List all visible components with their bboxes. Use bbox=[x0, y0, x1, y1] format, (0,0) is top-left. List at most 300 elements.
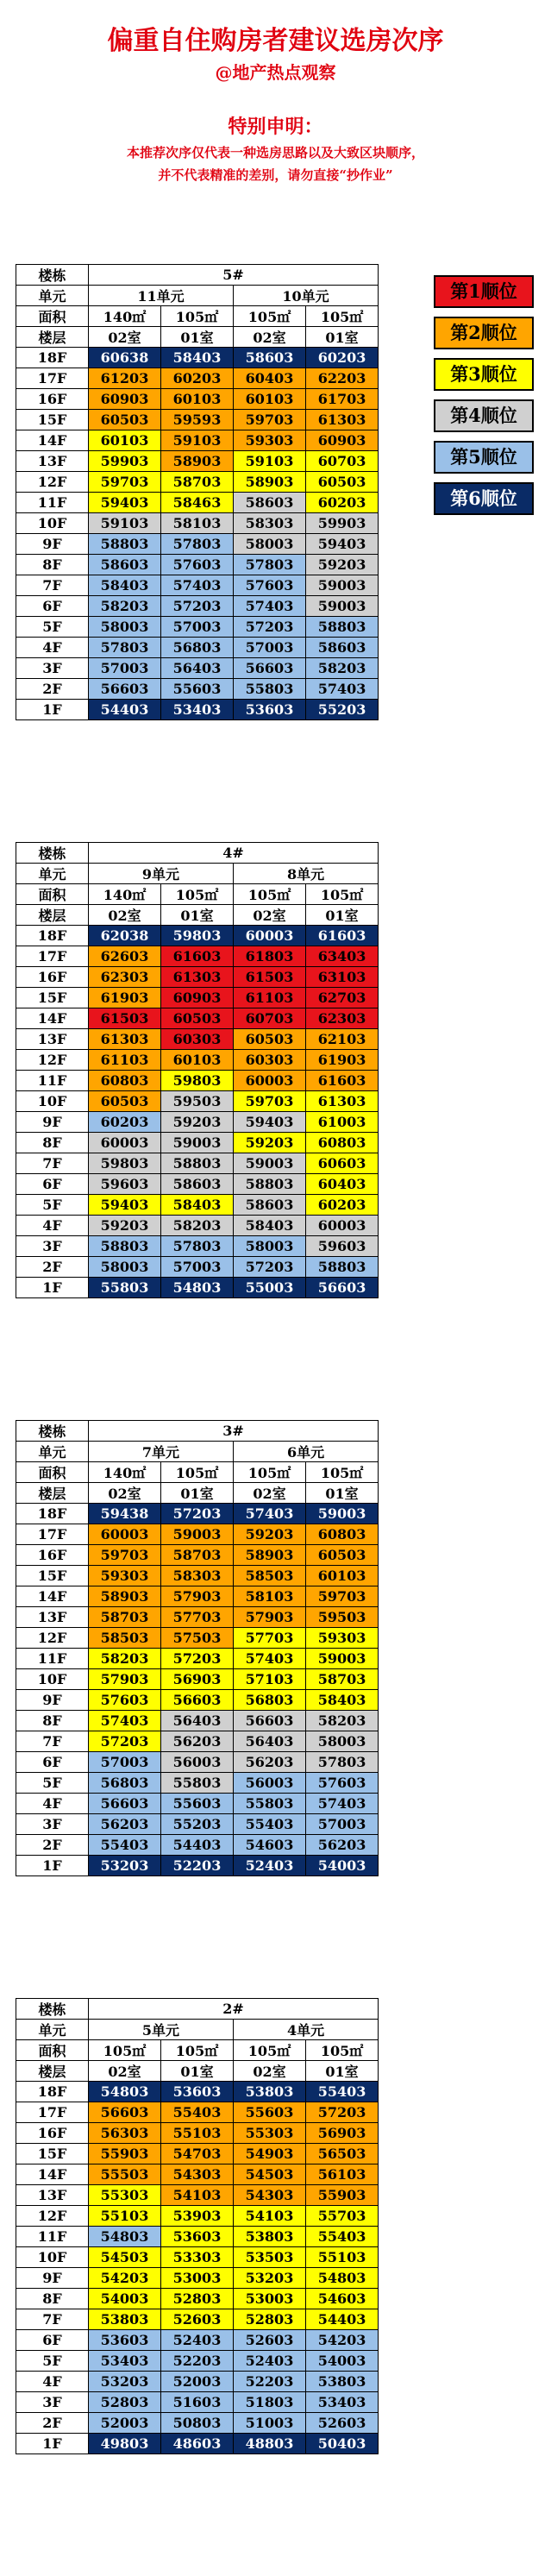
table-row bbox=[16, 2372, 379, 2392]
area-value: 105㎡ bbox=[306, 306, 379, 327]
price-cell: 61303 bbox=[306, 1091, 379, 1112]
price-cell: 57603 bbox=[89, 1690, 161, 1711]
price-cell: 58403 bbox=[89, 575, 161, 596]
table-row bbox=[16, 2123, 379, 2144]
price-cell: 52003 bbox=[89, 2413, 161, 2434]
price-cell: 57403 bbox=[306, 1794, 379, 1814]
price-cell: 54203 bbox=[306, 2330, 379, 2351]
price-cell: 56503 bbox=[306, 2144, 379, 2164]
price-cell: 60203 bbox=[306, 348, 379, 368]
price-cell: 60503 bbox=[306, 472, 379, 493]
price-cell: 59703 bbox=[89, 472, 161, 493]
building-label: 楼栋 bbox=[16, 265, 89, 286]
price-cell: 62303 bbox=[89, 967, 161, 988]
building-table-5 bbox=[16, 264, 379, 720]
price-cell: 59303 bbox=[89, 1566, 161, 1586]
legend-item-6: 第6顺位 bbox=[434, 482, 534, 515]
floor-number: 13F bbox=[16, 451, 89, 472]
price-cell: 54403 bbox=[306, 2309, 379, 2330]
price-cell: 59593 bbox=[161, 410, 234, 430]
floor-number: 5F bbox=[16, 617, 89, 638]
price-cell: 61603 bbox=[306, 1071, 379, 1091]
price-cell: 58603 bbox=[234, 1195, 306, 1216]
legend-item-5: 第5顺位 bbox=[434, 441, 534, 474]
price-cell: 57203 bbox=[234, 1257, 306, 1278]
price-cell: 56603 bbox=[89, 679, 161, 700]
price-cell: 59303 bbox=[234, 430, 306, 451]
price-cell: 52203 bbox=[234, 2372, 306, 2392]
price-cell: 58603 bbox=[306, 638, 379, 658]
price-cell: 58803 bbox=[306, 617, 379, 638]
price-cell: 60103 bbox=[161, 389, 234, 410]
price-cell: 54803 bbox=[306, 2268, 379, 2289]
price-cell: 60703 bbox=[306, 451, 379, 472]
floor-number: 14F bbox=[16, 1586, 89, 1607]
floor-number: 2F bbox=[16, 679, 89, 700]
area-value: 105㎡ bbox=[234, 306, 306, 327]
price-cell: 54603 bbox=[234, 1835, 306, 1856]
price-cell: 58703 bbox=[161, 472, 234, 493]
price-cell: 58003 bbox=[89, 1257, 161, 1278]
price-cell: 53803 bbox=[234, 2227, 306, 2247]
legend-item-4: 第4顺位 bbox=[434, 399, 534, 432]
price-cell: 56003 bbox=[234, 1773, 306, 1794]
price-cell: 56403 bbox=[161, 658, 234, 679]
price-cell: 57203 bbox=[161, 1504, 234, 1524]
price-cell: 59503 bbox=[161, 1091, 234, 1112]
floor-number: 11F bbox=[16, 2227, 89, 2247]
price-cell: 53603 bbox=[161, 2227, 234, 2247]
floor-number: 3F bbox=[16, 1814, 89, 1835]
price-cell: 59603 bbox=[89, 1174, 161, 1195]
price-cell: 59703 bbox=[234, 1091, 306, 1112]
price-cell: 58503 bbox=[89, 1628, 161, 1649]
price-cell: 60503 bbox=[89, 1091, 161, 1112]
floor-number: 10F bbox=[16, 1669, 89, 1690]
room-number: 02室 bbox=[234, 2061, 306, 2082]
table-row bbox=[16, 2144, 379, 2164]
table-row bbox=[16, 2185, 379, 2206]
price-cell: 53203 bbox=[89, 1856, 161, 1876]
table-row bbox=[16, 2082, 379, 2102]
price-cell: 61303 bbox=[306, 410, 379, 430]
floor-number: 6F bbox=[16, 2330, 89, 2351]
price-cell: 60903 bbox=[89, 389, 161, 410]
price-cell: 56903 bbox=[306, 2123, 379, 2144]
table-row bbox=[16, 472, 379, 493]
price-cell: 55803 bbox=[161, 1773, 234, 1794]
price-cell: 57003 bbox=[161, 1257, 234, 1278]
price-cell: 56403 bbox=[234, 1731, 306, 1752]
source-handle: @地产热点观察 bbox=[215, 62, 336, 83]
price-cell: 57203 bbox=[89, 1731, 161, 1752]
room-number: 02室 bbox=[89, 905, 161, 926]
price-cell: 58303 bbox=[161, 1566, 234, 1586]
price-cell: 55703 bbox=[306, 2206, 379, 2227]
price-cell: 57203 bbox=[234, 617, 306, 638]
floor-number: 9F bbox=[16, 2268, 89, 2289]
price-cell: 52003 bbox=[161, 2372, 234, 2392]
price-cell: 57103 bbox=[234, 1669, 306, 1690]
price-cell: 54403 bbox=[89, 700, 161, 720]
price-cell: 60503 bbox=[161, 1008, 234, 1029]
unit-label: 单元 bbox=[16, 864, 89, 884]
price-cell: 54003 bbox=[306, 1856, 379, 1876]
table-row bbox=[16, 2413, 379, 2434]
price-cell: 52803 bbox=[234, 2309, 306, 2330]
price-cell: 58903 bbox=[89, 1586, 161, 1607]
price-cell: 59003 bbox=[306, 575, 379, 596]
price-cell: 56903 bbox=[161, 1669, 234, 1690]
price-cell: 51603 bbox=[161, 2392, 234, 2413]
table-row bbox=[16, 2102, 379, 2123]
price-cell: 62103 bbox=[306, 1029, 379, 1050]
price-cell: 59403 bbox=[89, 493, 161, 513]
price-cell: 58903 bbox=[161, 451, 234, 472]
building-table-4 bbox=[16, 842, 379, 1298]
room-number: 01室 bbox=[161, 327, 234, 348]
price-cell: 57403 bbox=[234, 1504, 306, 1524]
table-row bbox=[16, 617, 379, 638]
price-cell: 61603 bbox=[306, 926, 379, 946]
room-number: 02室 bbox=[89, 2061, 161, 2082]
price-cell: 59703 bbox=[89, 1545, 161, 1566]
price-cell: 52203 bbox=[161, 1856, 234, 1876]
table-row bbox=[16, 1091, 379, 1112]
table-row bbox=[16, 2268, 379, 2289]
price-cell: 60803 bbox=[89, 1071, 161, 1091]
table-row bbox=[16, 926, 379, 946]
price-cell: 61803 bbox=[234, 946, 306, 967]
table-row bbox=[16, 1856, 379, 1876]
price-cell: 57403 bbox=[234, 1649, 306, 1669]
floor-number: 15F bbox=[16, 988, 89, 1008]
price-cell: 57603 bbox=[306, 1773, 379, 1794]
price-cell: 55403 bbox=[234, 1814, 306, 1835]
floor-number: 3F bbox=[16, 2392, 89, 2413]
table-row bbox=[16, 2164, 379, 2185]
table-row bbox=[16, 410, 379, 430]
price-cell: 57403 bbox=[234, 596, 306, 617]
table-row bbox=[16, 534, 379, 555]
area-value: 105㎡ bbox=[306, 1462, 379, 1483]
table-row bbox=[16, 1794, 379, 1814]
price-cell: 59103 bbox=[161, 430, 234, 451]
price-cell: 53603 bbox=[89, 2330, 161, 2351]
table-row bbox=[16, 2247, 379, 2268]
table-row bbox=[16, 1504, 379, 1524]
room-number: 01室 bbox=[161, 905, 234, 926]
floor-number: 6F bbox=[16, 1752, 89, 1773]
table-row bbox=[16, 1711, 379, 1731]
price-cell: 57003 bbox=[234, 638, 306, 658]
price-cell: 57703 bbox=[161, 1607, 234, 1628]
floor-number: 14F bbox=[16, 2164, 89, 2185]
price-cell: 62603 bbox=[89, 946, 161, 967]
table-row bbox=[16, 1814, 379, 1835]
table-row bbox=[16, 575, 379, 596]
price-cell: 54603 bbox=[306, 2289, 379, 2309]
table-row bbox=[16, 1669, 379, 1690]
price-cell: 58603 bbox=[234, 348, 306, 368]
price-cell: 56603 bbox=[234, 658, 306, 679]
price-cell: 56603 bbox=[234, 1711, 306, 1731]
price-cell: 58803 bbox=[234, 1174, 306, 1195]
price-cell: 59003 bbox=[234, 1153, 306, 1174]
table-row bbox=[16, 1257, 379, 1278]
price-cell: 55003 bbox=[234, 1278, 306, 1298]
floor-number: 15F bbox=[16, 2144, 89, 2164]
price-cell: 58203 bbox=[306, 1711, 379, 1731]
price-cell: 55903 bbox=[89, 2144, 161, 2164]
price-cell: 56003 bbox=[161, 1752, 234, 1773]
legend-item-3: 第3顺位 bbox=[434, 358, 534, 391]
price-cell: 58403 bbox=[306, 1690, 379, 1711]
area-value: 105㎡ bbox=[161, 2040, 234, 2061]
table-row bbox=[16, 988, 379, 1008]
price-cell: 58703 bbox=[161, 1545, 234, 1566]
table-row bbox=[16, 658, 379, 679]
price-cell: 59403 bbox=[306, 534, 379, 555]
price-cell: 56303 bbox=[89, 2123, 161, 2144]
price-cell: 60403 bbox=[234, 368, 306, 389]
price-cell: 61703 bbox=[306, 389, 379, 410]
room-number: 01室 bbox=[306, 1483, 379, 1504]
price-cell: 58803 bbox=[161, 1153, 234, 1174]
price-cell: 53503 bbox=[234, 2247, 306, 2268]
price-cell: 57503 bbox=[161, 1628, 234, 1649]
price-cell: 57803 bbox=[161, 534, 234, 555]
legend-item-2: 第2顺位 bbox=[434, 317, 534, 349]
table-row bbox=[16, 1690, 379, 1711]
price-cell: 60003 bbox=[234, 926, 306, 946]
floor-number: 16F bbox=[16, 389, 89, 410]
floor-label: 楼层 bbox=[16, 1483, 89, 1504]
price-cell: 50803 bbox=[161, 2413, 234, 2434]
price-cell: 58203 bbox=[306, 658, 379, 679]
floor-number: 2F bbox=[16, 1257, 89, 1278]
price-cell: 58603 bbox=[234, 493, 306, 513]
area-value: 140㎡ bbox=[89, 1462, 161, 1483]
price-cell: 58703 bbox=[306, 1669, 379, 1690]
floor-label: 楼层 bbox=[16, 327, 89, 348]
price-cell: 60903 bbox=[306, 430, 379, 451]
room-number: 02室 bbox=[234, 905, 306, 926]
price-cell: 57203 bbox=[306, 2102, 379, 2123]
price-cell: 58203 bbox=[89, 596, 161, 617]
price-cell: 58703 bbox=[89, 1607, 161, 1628]
unit-label: 单元 bbox=[16, 286, 89, 306]
price-cell: 59603 bbox=[306, 1236, 379, 1257]
table-row bbox=[16, 1773, 379, 1794]
price-cell: 53803 bbox=[234, 2082, 306, 2102]
price-cell: 52203 bbox=[161, 2351, 234, 2372]
price-cell: 56803 bbox=[161, 638, 234, 658]
price-cell: 60103 bbox=[161, 1050, 234, 1071]
floor-number: 18F bbox=[16, 348, 89, 368]
area-value: 105㎡ bbox=[306, 2040, 379, 2061]
price-cell: 58803 bbox=[89, 1236, 161, 1257]
price-cell: 60503 bbox=[306, 1545, 379, 1566]
floor-number: 7F bbox=[16, 575, 89, 596]
price-cell: 58103 bbox=[161, 513, 234, 534]
unit-name: 5单元 bbox=[89, 2020, 234, 2040]
table-row bbox=[16, 1050, 379, 1071]
price-cell: 59403 bbox=[234, 1112, 306, 1133]
price-cell: 58003 bbox=[89, 617, 161, 638]
price-cell: 54303 bbox=[161, 2164, 234, 2185]
table-row bbox=[16, 1112, 379, 1133]
price-cell: 57003 bbox=[89, 1752, 161, 1773]
table-row bbox=[16, 2351, 379, 2372]
price-cell: 53303 bbox=[161, 2247, 234, 2268]
table-row bbox=[16, 2434, 379, 2454]
price-cell: 60303 bbox=[161, 1029, 234, 1050]
price-cell: 58803 bbox=[306, 1257, 379, 1278]
price-cell: 49803 bbox=[89, 2434, 161, 2454]
price-cell: 53403 bbox=[89, 2351, 161, 2372]
price-cell: 51803 bbox=[234, 2392, 306, 2413]
table-row bbox=[16, 1071, 379, 1091]
floor-number: 6F bbox=[16, 1174, 89, 1195]
floor-number: 13F bbox=[16, 1029, 89, 1050]
table-row bbox=[16, 1649, 379, 1669]
floor-number: 12F bbox=[16, 1050, 89, 1071]
price-cell: 58003 bbox=[306, 1731, 379, 1752]
table-row bbox=[16, 2206, 379, 2227]
price-cell: 56603 bbox=[89, 1794, 161, 1814]
floor-number: 10F bbox=[16, 513, 89, 534]
table-row bbox=[16, 451, 379, 472]
floor-number: 7F bbox=[16, 2309, 89, 2330]
price-cell: 56203 bbox=[234, 1752, 306, 1773]
price-cell: 62203 bbox=[306, 368, 379, 389]
price-cell: 60203 bbox=[306, 1195, 379, 1216]
table-row bbox=[16, 2227, 379, 2247]
room-number: 02室 bbox=[89, 327, 161, 348]
table-row bbox=[16, 638, 379, 658]
price-cell: 59503 bbox=[306, 1607, 379, 1628]
floor-number: 14F bbox=[16, 430, 89, 451]
price-cell: 53003 bbox=[161, 2268, 234, 2289]
price-cell: 60003 bbox=[234, 1071, 306, 1091]
price-cell: 63403 bbox=[306, 946, 379, 967]
price-cell: 60003 bbox=[306, 1216, 379, 1236]
price-cell: 61903 bbox=[89, 988, 161, 1008]
table-row bbox=[16, 348, 379, 368]
table-row bbox=[16, 1216, 379, 1236]
price-cell: 53603 bbox=[161, 2082, 234, 2102]
price-cell: 59903 bbox=[306, 513, 379, 534]
building-name: 5# bbox=[89, 265, 379, 286]
price-cell: 57203 bbox=[161, 1649, 234, 1669]
floor-number: 2F bbox=[16, 1835, 89, 1856]
price-cell: 58603 bbox=[89, 555, 161, 575]
room-number: 02室 bbox=[234, 1483, 306, 1504]
price-cell: 55403 bbox=[161, 2102, 234, 2123]
room-number: 01室 bbox=[306, 905, 379, 926]
price-cell: 61303 bbox=[89, 1029, 161, 1050]
area-value: 105㎡ bbox=[234, 2040, 306, 2061]
price-cell: 52403 bbox=[161, 2330, 234, 2351]
price-cell: 56603 bbox=[161, 1690, 234, 1711]
price-cell: 54103 bbox=[234, 2206, 306, 2227]
unit-name: 7单元 bbox=[89, 1442, 234, 1462]
floor-number: 17F bbox=[16, 1524, 89, 1545]
price-cell: 54903 bbox=[234, 2144, 306, 2164]
area-value: 140㎡ bbox=[89, 306, 161, 327]
area-value: 105㎡ bbox=[306, 884, 379, 905]
unit-name: 4单元 bbox=[234, 2020, 379, 2040]
price-cell: 55403 bbox=[89, 1835, 161, 1856]
price-cell: 54803 bbox=[89, 2227, 161, 2247]
price-cell: 55303 bbox=[234, 2123, 306, 2144]
price-cell: 59703 bbox=[234, 410, 306, 430]
price-cell: 59003 bbox=[306, 1649, 379, 1669]
price-cell: 55803 bbox=[89, 1278, 161, 1298]
table-row bbox=[16, 967, 379, 988]
price-cell: 53903 bbox=[161, 2206, 234, 2227]
price-cell: 60103 bbox=[89, 430, 161, 451]
table-row bbox=[16, 1607, 379, 1628]
floor-number: 17F bbox=[16, 2102, 89, 2123]
price-cell: 58403 bbox=[161, 348, 234, 368]
floor-number: 13F bbox=[16, 2185, 89, 2206]
table-row bbox=[16, 430, 379, 451]
price-cell: 56403 bbox=[161, 1711, 234, 1731]
price-cell: 61203 bbox=[89, 368, 161, 389]
price-cell: 53203 bbox=[89, 2372, 161, 2392]
area-value: 105㎡ bbox=[161, 884, 234, 905]
floor-number: 9F bbox=[16, 1112, 89, 1133]
price-cell: 54803 bbox=[89, 2082, 161, 2102]
table-row bbox=[16, 513, 379, 534]
price-cell: 53603 bbox=[234, 700, 306, 720]
floor-number: 4F bbox=[16, 1216, 89, 1236]
price-cell: 55903 bbox=[306, 2185, 379, 2206]
table-row bbox=[16, 946, 379, 967]
floor-number: 14F bbox=[16, 1008, 89, 1029]
price-cell: 57003 bbox=[89, 658, 161, 679]
price-cell: 60203 bbox=[161, 368, 234, 389]
floor-number: 11F bbox=[16, 1071, 89, 1091]
floor-number: 1F bbox=[16, 1278, 89, 1298]
room-number: 01室 bbox=[161, 2061, 234, 2082]
floor-number: 8F bbox=[16, 555, 89, 575]
price-cell: 53803 bbox=[306, 2372, 379, 2392]
price-cell: 59438 bbox=[89, 1504, 161, 1524]
building-name: 3# bbox=[89, 1421, 379, 1442]
price-cell: 57003 bbox=[161, 617, 234, 638]
area-label: 面积 bbox=[16, 306, 89, 327]
price-cell: 58803 bbox=[89, 534, 161, 555]
price-cell: 48803 bbox=[234, 2434, 306, 2454]
building-table-3 bbox=[16, 1420, 379, 1876]
price-cell: 60003 bbox=[89, 1524, 161, 1545]
table-row bbox=[16, 1731, 379, 1752]
floor-number: 17F bbox=[16, 946, 89, 967]
price-cell: 51003 bbox=[234, 2413, 306, 2434]
price-cell: 52803 bbox=[89, 2392, 161, 2413]
price-cell: 58603 bbox=[161, 1174, 234, 1195]
table-row bbox=[16, 1153, 379, 1174]
price-cell: 59003 bbox=[306, 1504, 379, 1524]
floor-number: 5F bbox=[16, 1773, 89, 1794]
floor-number: 12F bbox=[16, 472, 89, 493]
floor-number: 1F bbox=[16, 700, 89, 720]
area-label: 面积 bbox=[16, 1462, 89, 1483]
price-cell: 59103 bbox=[89, 513, 161, 534]
